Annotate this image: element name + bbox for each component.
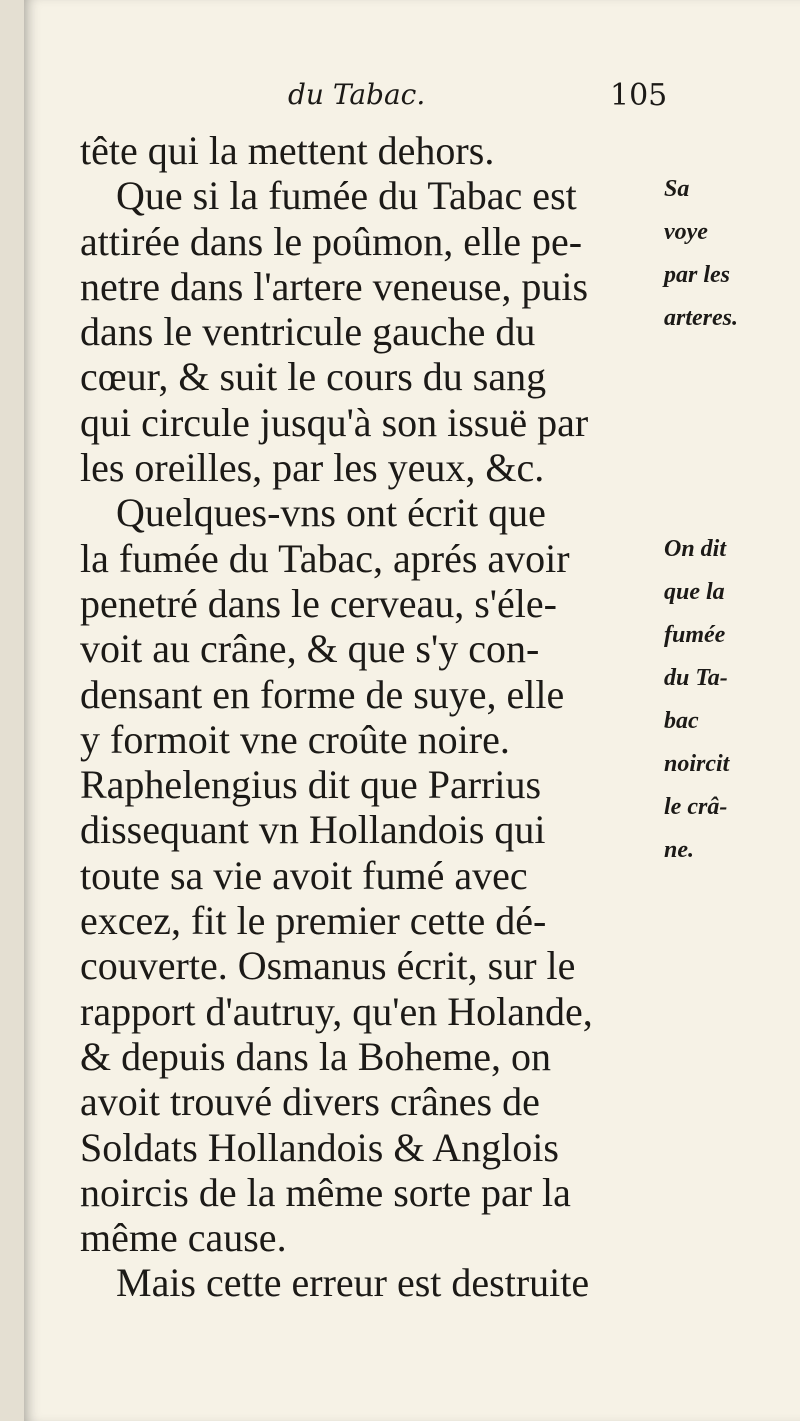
margin-note-line: bac bbox=[664, 708, 699, 734]
margin-note-line: voye bbox=[664, 219, 708, 245]
text-line: y formoit vne croûte noire. bbox=[80, 716, 510, 762]
text-line: avoit trouvé divers crânes de bbox=[80, 1079, 540, 1125]
margin-note-line: arteres. bbox=[664, 305, 738, 331]
binding-gutter bbox=[0, 0, 24, 1421]
margin-note-line: ne. bbox=[664, 837, 694, 863]
text-line: voit au crâne, & que s'y con- bbox=[80, 626, 540, 672]
text-line: couverte. Osmanus écrit, sur le bbox=[80, 943, 576, 989]
running-title: du Tabac. bbox=[288, 78, 426, 111]
text-line: penetré dans le cerveau, s'éle- bbox=[80, 580, 557, 626]
text-line: tête qui la mettent dehors. bbox=[80, 128, 495, 173]
margin-note-sa-voye bbox=[664, 168, 784, 340]
margin-note-line: que la bbox=[664, 579, 725, 605]
paragraph-start-line: Que si la fumée du Tabac est bbox=[116, 173, 577, 219]
text-line: Raphelengius dit que Parrius bbox=[80, 762, 542, 808]
text-line: noircis de la même sorte par la bbox=[80, 1169, 571, 1215]
paragraph-start-line: Quelques-vns ont écrit que bbox=[116, 490, 546, 536]
text-line: & depuis dans la Boheme, on bbox=[80, 1033, 552, 1079]
margin-note-on-dit bbox=[664, 528, 784, 872]
margin-note-line: du Ta- bbox=[664, 665, 728, 691]
text-line: densant en forme de suye, elle bbox=[80, 671, 565, 717]
text-line: Soldats Hollandois & Anglois bbox=[80, 1124, 559, 1170]
text-line: toute sa vie avoit fumé avec bbox=[80, 852, 528, 898]
margin-note-line: noircit bbox=[664, 751, 730, 777]
text-line: dans le ventricule gauche du bbox=[80, 309, 536, 355]
text-line: excez, fit le premier cette dé- bbox=[80, 898, 547, 944]
margin-note-line: par les bbox=[664, 262, 730, 288]
text-line: la fumée du Tabac, aprés avoir bbox=[80, 535, 570, 581]
body-text bbox=[80, 128, 655, 1306]
paragraph-start-line: Mais cette erreur est destruite bbox=[116, 1260, 590, 1306]
text-line: attirée dans le poûmon, elle pe- bbox=[80, 218, 583, 264]
page-number: 105 bbox=[610, 78, 668, 113]
text-line: cœur, & suit le cours du sang bbox=[80, 354, 547, 400]
text-line: les oreilles, par les yeux, &c. bbox=[80, 445, 545, 491]
margin-note-line: le crâ- bbox=[664, 794, 728, 820]
margin-note-line: Sa bbox=[664, 176, 690, 202]
text-line: dissequant vn Hollandois qui bbox=[80, 807, 546, 853]
text-line: rapport d'autruy, qu'en Holande, bbox=[80, 988, 593, 1034]
margin-note-line: On dit bbox=[664, 536, 727, 562]
text-line: netre dans l'artere veneuse, puis bbox=[80, 263, 589, 309]
text-line: qui circule jusqu'à son issuë par bbox=[80, 399, 589, 445]
text-line: même cause. bbox=[80, 1215, 287, 1261]
margin-note-line: fumée bbox=[664, 622, 726, 648]
